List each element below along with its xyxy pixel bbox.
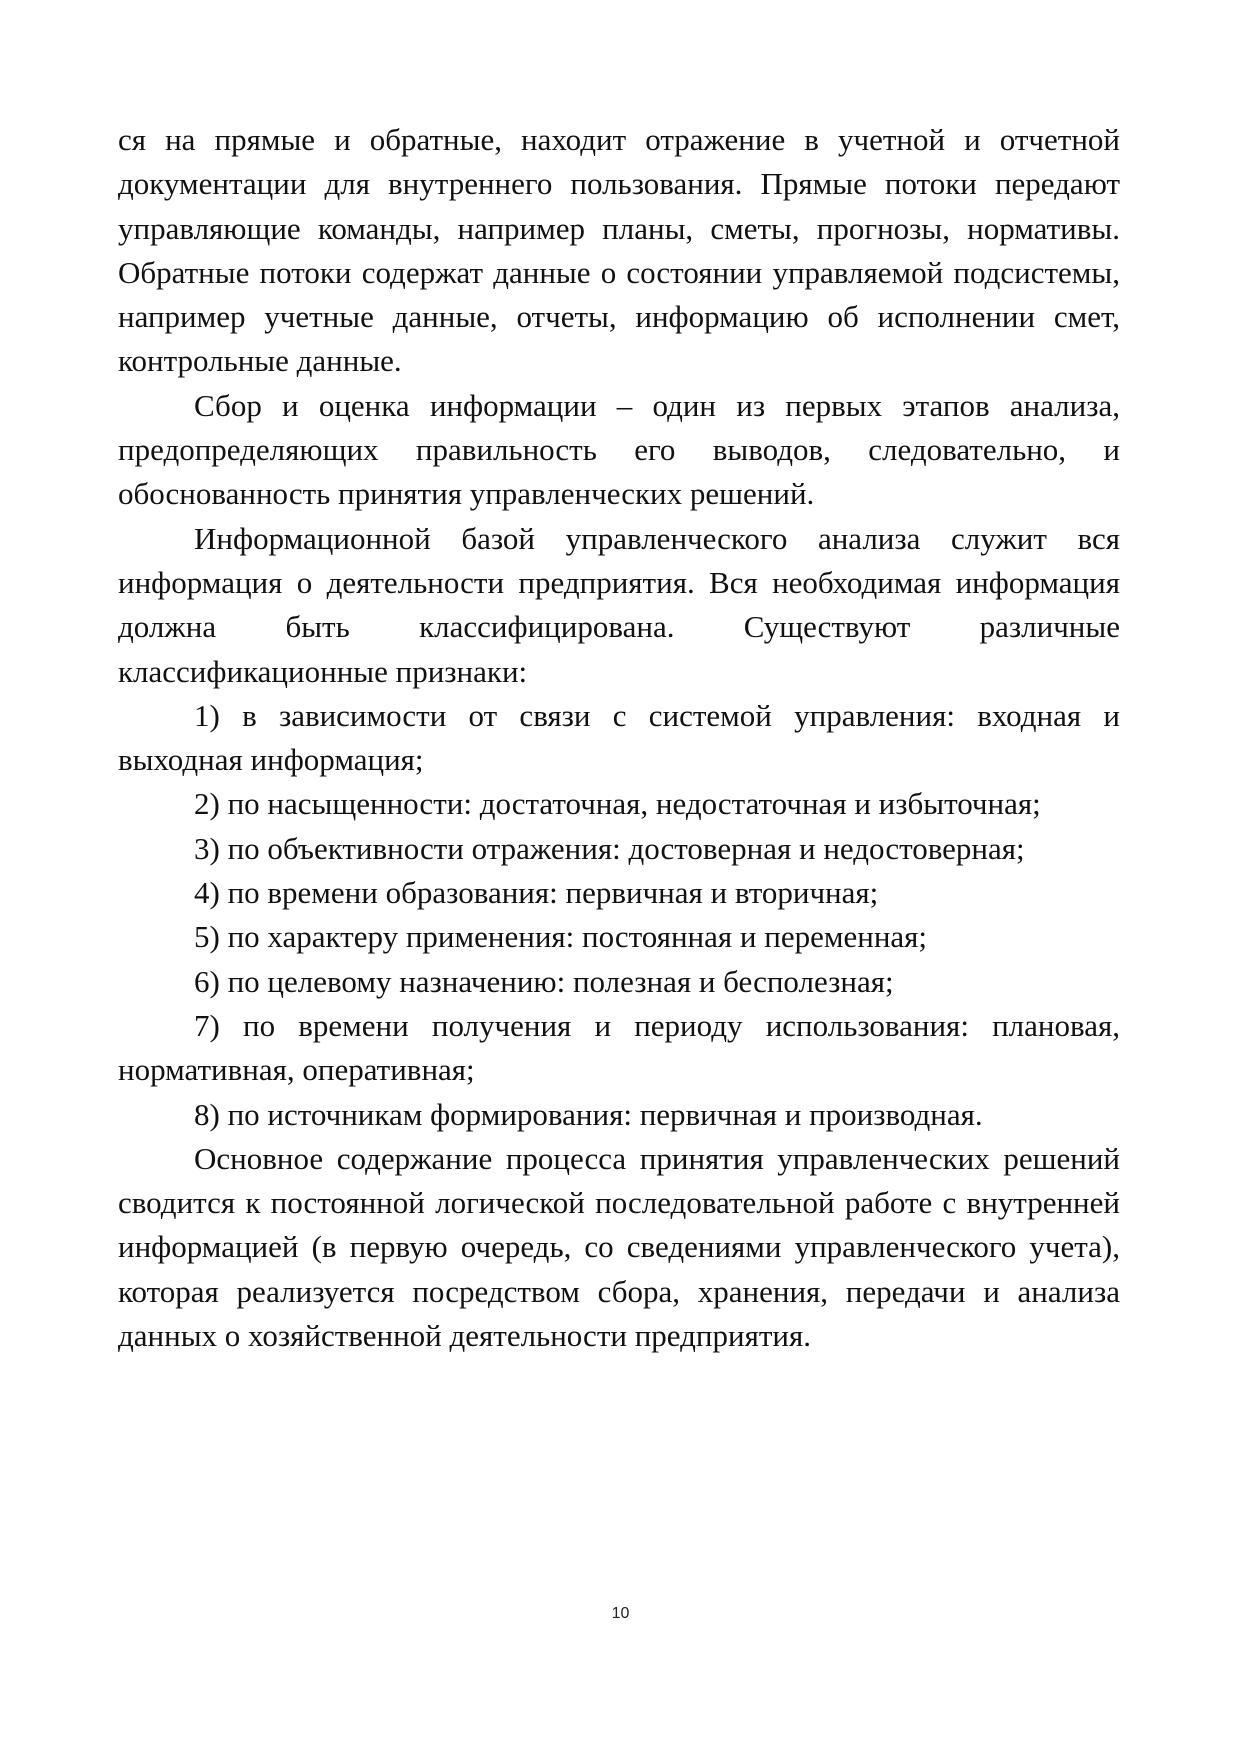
list-item-4: 4) по времени образования: первичная и вторичная; <box>194 875 879 911</box>
list-item-8: 8) по источникам формирования: первичная и производная. <box>194 1096 983 1132</box>
page-number: 10 <box>611 1605 630 1622</box>
list-item-5: 5) по характеру применения: постоянная и переменная; <box>194 919 928 955</box>
list-item-3: 3) по объективности отражения: достоверная и недостоверная; <box>194 830 1025 866</box>
list-item-7: 7) по времени получения и периоду использования: плановая, нормативная, оперативная; <box>118 1007 1120 1088</box>
list-item-6: 6) по целевому назначению: полезная и бесполезная; <box>194 963 894 999</box>
paragraph-continuation: ся на прямые и обратные, находит отражение в учетной и отчетной документации для внутреннего пользования. Прямые потоки передают управляющие команды, например планы, сметы, прогнозы, нормативы. Обратные потоки содержат данные о состоянии управляемой подсистемы, например учетные данные, отчеты, информацию об исполнении смет, контрольные данные. <box>118 122 1120 379</box>
paragraph-info-collection: Сбор и оценка информации – один из первых этапов анализа, предопределяющих правильность его выводов, следовательно, и обоснованность принятия управленческих решений. <box>118 387 1120 512</box>
list-item-2: 2) по насыщенности: достаточная, недостаточная и избыточная; <box>194 786 1041 822</box>
paragraph-info-base: Информационной базой управленческого анализа служит вся информация о деятельности предприятия. Вся необходимая информация должна быть классифицирована. Существуют различные классификационные признаки: <box>118 520 1120 689</box>
body-text <box>118 118 1120 1358</box>
list-item-1: 1) в зависимости от связи с системой управления: входная и выходная информация; <box>118 697 1120 778</box>
paragraph-decision-process: Основное содержание процесса принятия управленческих решений сводится к постоянной логической последовательной работе с внутренней информацией (в первую очередь, со сведениями управленческого учета), которая реализуется посредством сбора, хранения, передачи и анализа данных о хозяйственной деятельности предприятия. <box>118 1140 1120 1354</box>
